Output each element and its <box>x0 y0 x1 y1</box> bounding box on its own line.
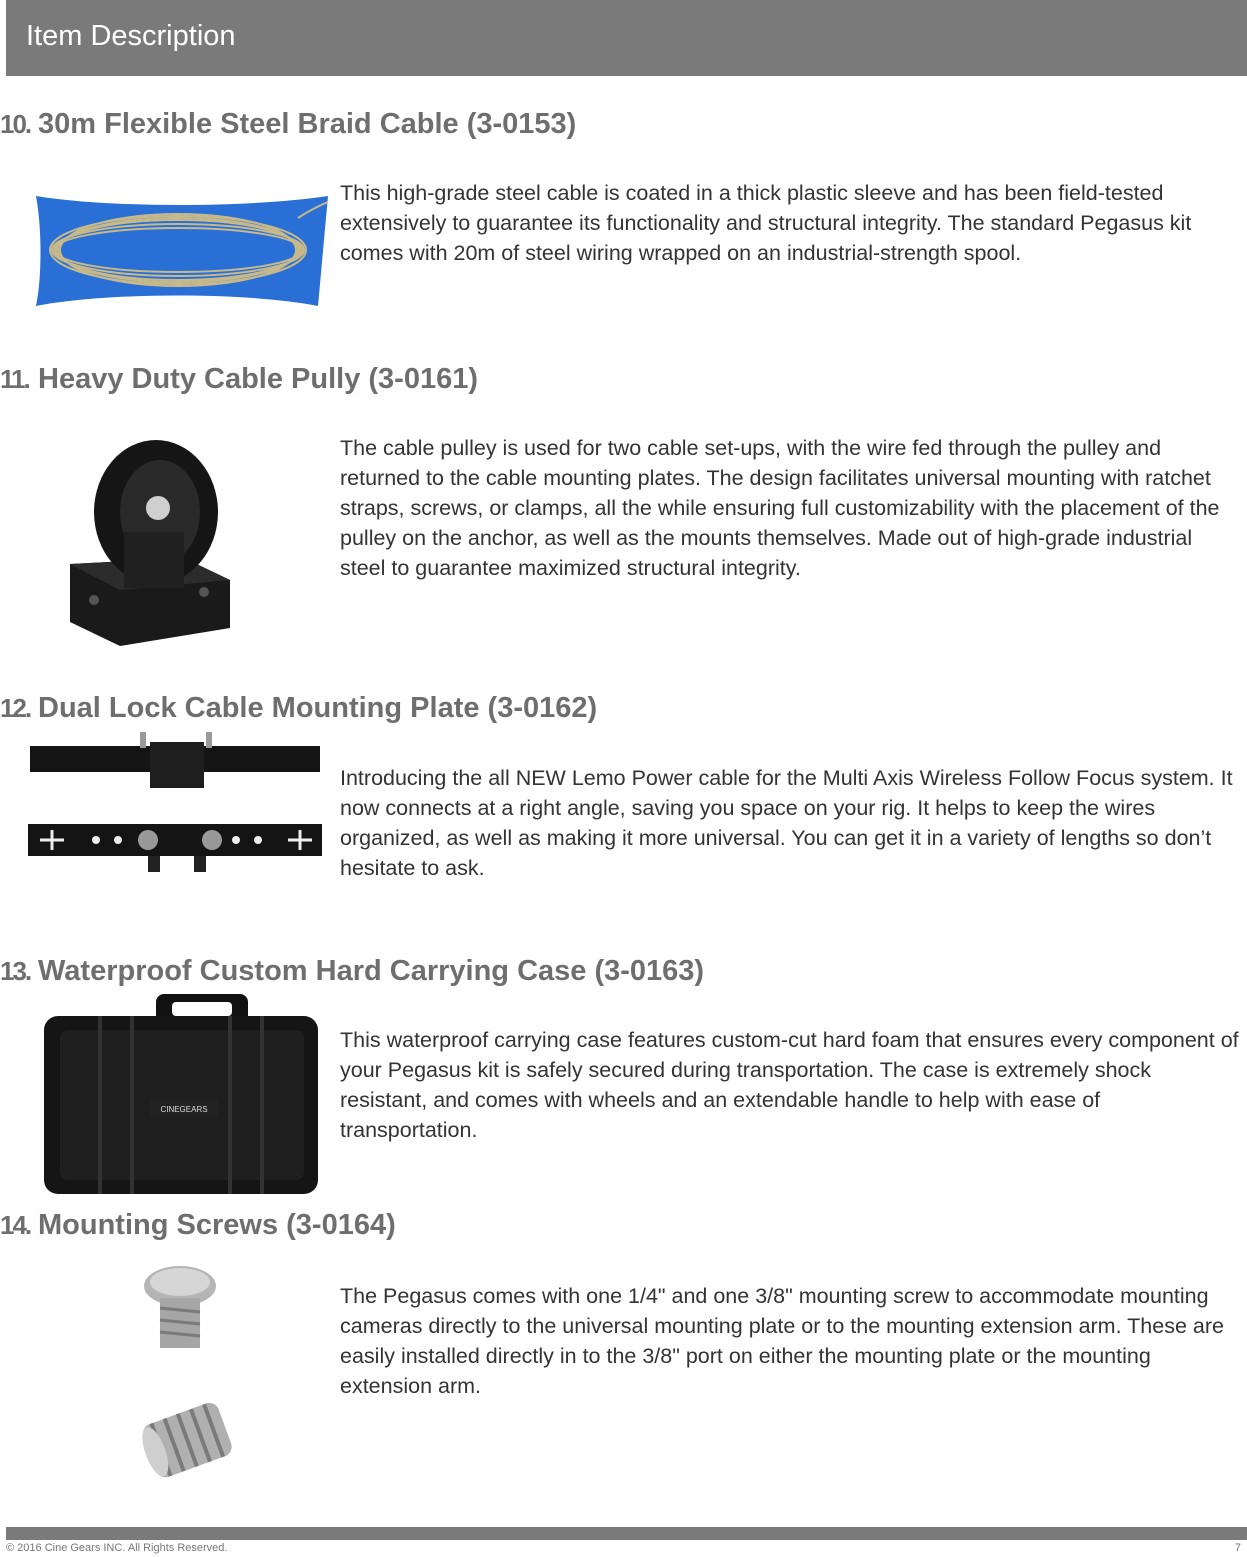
mounting-screws-image <box>128 1262 248 1502</box>
spool-body <box>36 196 328 306</box>
item-title-text: 30m Flexible Steel Braid Cable (3-0153) <box>38 108 577 140</box>
item-description-13: This waterproof carrying case features custom-cut hard foam that ensures every component of your Pegasus kit is safely secured during transportation. The case is extremely shock resistant, and comes with wheels and an extendable handle to help with ease of transportation. <box>340 1028 1239 1142</box>
item-title-14 <box>0 1209 396 1242</box>
page-title: Item Description <box>26 20 236 52</box>
item-title-11 <box>0 363 478 396</box>
item-number: 10. <box>0 109 31 139</box>
item-title-text: Heavy Duty Cable Pully (3-0161) <box>38 363 479 395</box>
pulley-axle <box>146 496 170 520</box>
item-description-12: Introducing the all NEW Lemo Power cable for the Multi Axis Wireless Follow Focus system. It now connects at a right angle, saving you space on your rig. It helps to keep the wires organized, as well as making it more universal. You can get it in a variety of lengths so don’t hesitate to ask. <box>340 766 1233 880</box>
item-description-10: This high-grade steel cable is coated in a thick plastic sleeve and has been field-tested extensively to guarantee its functionality and structural integrity. The standard Pegasus kit comes with 20m of steel wiring wrapped on an industrial-strength spool. <box>340 181 1192 265</box>
item-title-10 <box>0 108 576 141</box>
item-title-text: Waterproof Custom Hard Carrying Case (3-0163) <box>38 955 705 987</box>
header-bar <box>6 0 1247 76</box>
item-title-text: Mounting Screws (3-0164) <box>38 1209 396 1241</box>
item-description-14: The Pegasus comes with one 1/4" and one 3/8" mounting screw to accommodate mounting cameras directly to the universal mounting plate or to the mounting extension arm. These are easily installed directly in to the 3/8" port on either the mounting plate or the mounting extension arm. <box>340 1284 1224 1398</box>
item-number: 11. <box>0 364 29 394</box>
screw-quarter-inch <box>144 1266 216 1348</box>
item-number: 14. <box>0 1210 31 1240</box>
footer-bar <box>6 1527 1247 1540</box>
item-number: 13. <box>0 956 31 986</box>
case-logo: CINEGEARS <box>160 1105 208 1114</box>
mounting-plate-image <box>26 728 326 880</box>
copyright: © 2016 Cine Gears INC. All Rights Reserved. <box>6 1542 228 1554</box>
item-number: 12. <box>0 693 31 723</box>
item-title-12 <box>0 692 597 725</box>
carrying-case-image <box>40 992 322 1198</box>
item-description-11: The cable pulley is used for two cable set-ups, with the wire fed through the pulley and returned to the cable mounting plates. The design facilitates universal mounting with ratchet straps, screws, or clamps, all the while ensuring full customizability with the placement of the pulley on the anchor, as well as the mounts themselves. Made out of high-grade industrial steel to guarantee maximized structural integrity. <box>340 436 1220 580</box>
cable-spool-image <box>28 188 338 314</box>
plate-front-view <box>28 824 322 856</box>
cable-pulley-image <box>64 432 236 654</box>
page-number: 7 <box>1234 1542 1241 1554</box>
screw-three-eighth-inch <box>136 1400 234 1481</box>
item-title-13 <box>0 955 704 988</box>
item-title-text: Dual Lock Cable Mounting Plate (3-0162) <box>38 692 598 724</box>
